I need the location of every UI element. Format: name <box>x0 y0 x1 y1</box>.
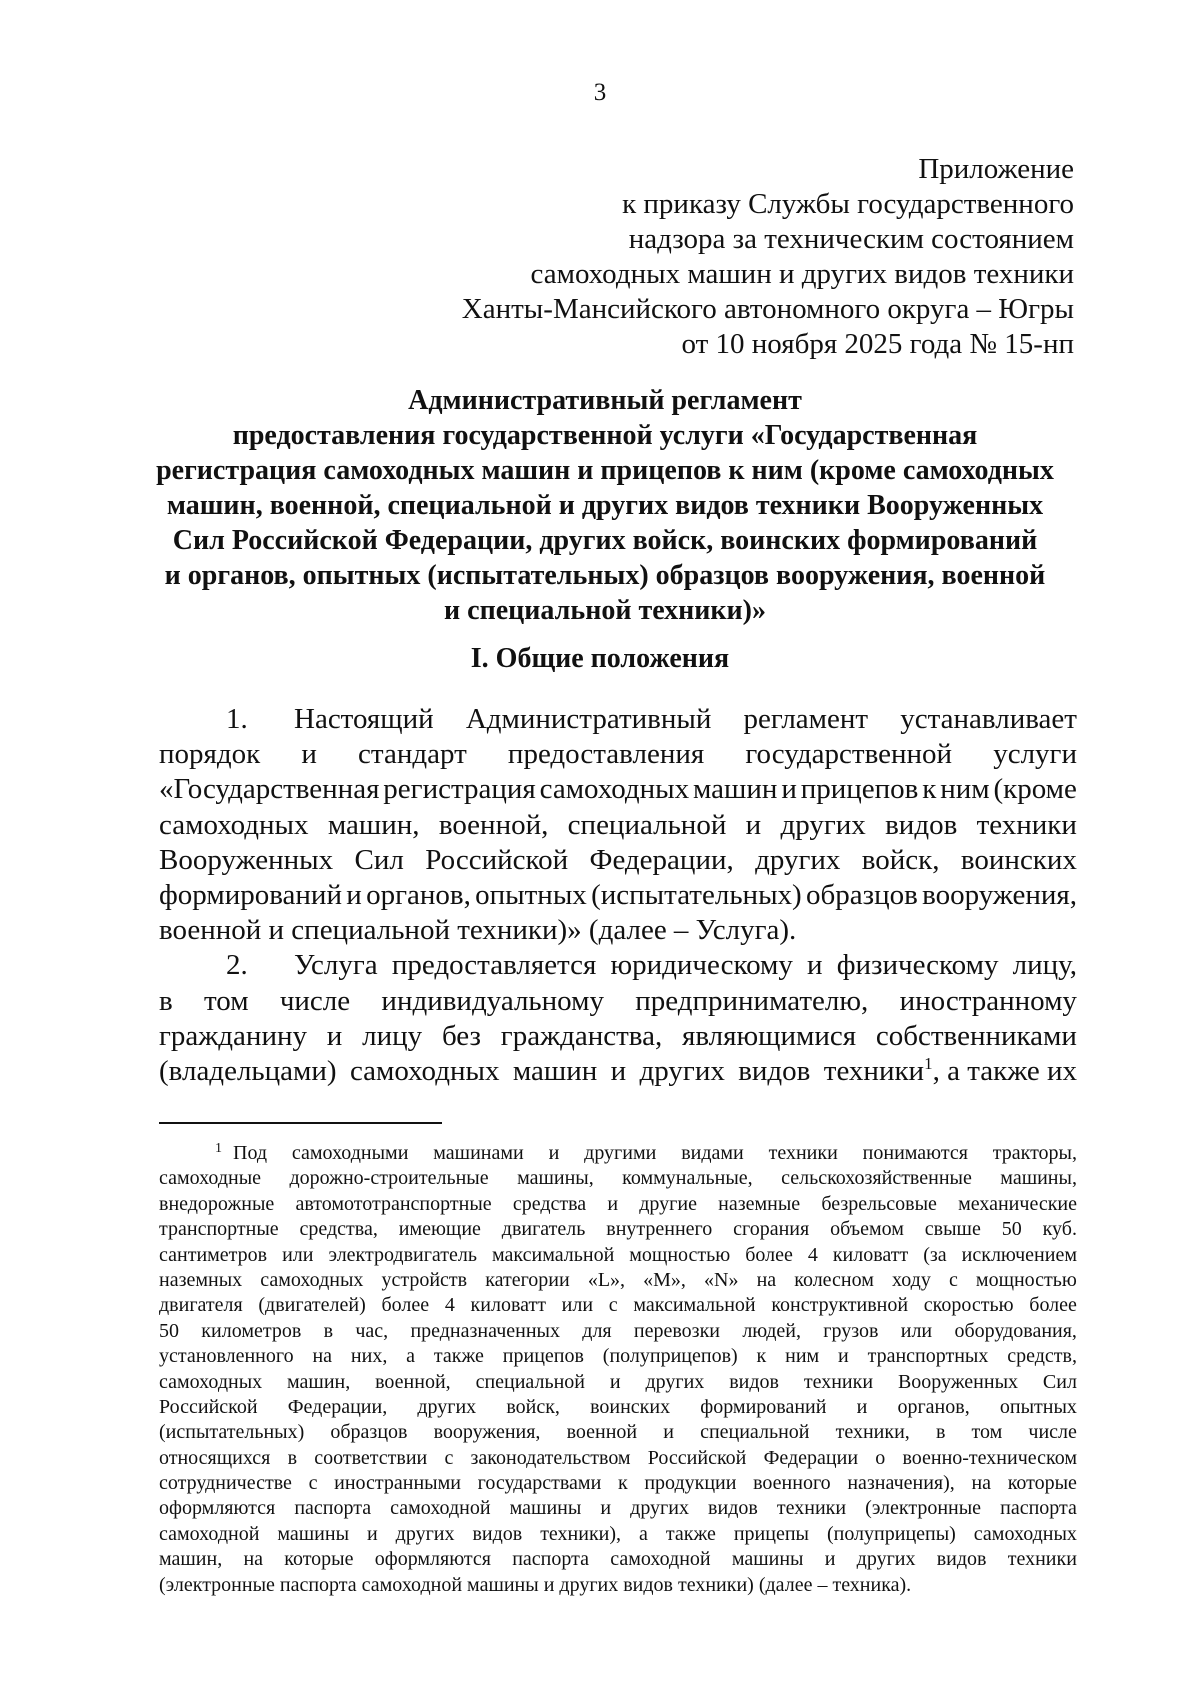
paragraph-2-line-4: (владельцами) самоходных машин и других видов техники$^1$, а также их <box>159 1053 1077 1087</box>
title-line: и специальной техники)» <box>444 595 766 626</box>
body-text <box>159 702 1077 1089</box>
title-line: машин, военной, специальной и других видов техники Вооруженных <box>166 490 1044 521</box>
footnote-line: самоходной машины и других видов техники), а также прицепы (полуприцепы) самоходных <box>159 1522 1077 1545</box>
footnote-line: сотрудничестве с иностранными государствами к продукции военного назначения), на которые <box>159 1472 1077 1495</box>
footnote-line: самоходных машин, военной, специальной и других видов техники Вооруженных Сил <box>159 1370 1077 1393</box>
paragraph-1-line-3: «Государственная регистрация самоходных машин и прицепов к ним (кроме <box>159 773 1077 806</box>
page-number: 3 <box>593 79 607 106</box>
footnote-line: установленного на них, а также прицепов (полуприцепов) к ним и транспортных средств, <box>159 1345 1077 1368</box>
title-line: предоставления государственной услуги «Государственная <box>232 420 978 451</box>
footnote-line: относящихся в соответствии с законодательством Российской Федерации о военно-техническом <box>159 1446 1077 1469</box>
footnote-line: двигателя (двигателей) более 4 киловатт или с максимальной конструктивной скоростью более <box>159 1294 1077 1317</box>
footnote-line: (электронные паспорта самоходной машины и других видов техники) (далее – техника). <box>159 1573 912 1596</box>
footnote-line: Российской Федерации, других войск, воинских формирований и органов, опытных <box>159 1395 1077 1418</box>
footnote-line: сантиметров или электродвигатель максимальной мощностью более 4 киловатт (за исключением <box>159 1243 1077 1266</box>
appendix-line: надзора за техническим состоянием <box>628 223 1074 255</box>
footnote-reference[interactable]: 1 <box>924 1053 933 1073</box>
footnote-mark: 1 <box>215 1141 222 1156</box>
footnote <box>159 1141 1077 1598</box>
footnote-line: самоходные дорожно-строительные машины, коммунальные, сельскохозяйственные машины, <box>159 1167 1077 1190</box>
footnote-line: машин, на которые оформляются паспорта самоходной машины и других видов техники <box>159 1548 1077 1571</box>
title-line: Сил Российской Федерации, других войск, воинских формирований <box>172 525 1038 556</box>
paragraph-2-line-3: гражданину и лицу без гражданства, являющимися собственниками <box>159 1019 1077 1052</box>
paragraph-1-line-7: военной и специальной техники)» (далее – Услуга). <box>159 914 797 947</box>
footnote-line: оформляются паспорта самоходной машины и других видов техники (электронные паспорта <box>159 1497 1077 1520</box>
section-heading: I. Общие положения <box>470 643 730 674</box>
paragraph-2-number: 2. <box>226 949 248 982</box>
regulation-title <box>130 383 1080 628</box>
paragraph-2-line-2: в том числе индивидуальному предпринимателю, иностранному <box>159 984 1077 1017</box>
paragraph-1-number: 1. <box>226 703 248 735</box>
appendix-line: самоходных машин и других видов техники <box>530 258 1074 290</box>
appendix-line: к приказу Службы государственного <box>622 188 1074 220</box>
title-line: регистрация самоходных машин и прицепов к ним (кроме самоходных <box>156 455 1054 486</box>
appendix-line: Ханты-Мансийского автономного округа – Югры <box>461 293 1074 325</box>
footnote-separator <box>159 1122 442 1124</box>
appendix-block <box>462 152 1074 362</box>
footnote-line: внедорожные автомототранспортные средства и другие наземные безрельсовые механические <box>159 1192 1077 1215</box>
appendix-line: Приложение <box>918 153 1074 185</box>
footnote-line: наземных самоходных устройств категории «L», «M», «N» на колесном ходу с мощностью <box>159 1268 1077 1291</box>
paragraph-1-line-4: самоходных машин, военной, специальной и других видов техники <box>159 808 1077 841</box>
paragraph-1-line-5: Вооруженных Сил Российской Федерации, других войск, воинских <box>159 843 1077 876</box>
footnote-line: (испытательных) образцов вооружения, военной и специальной техники, в том числе <box>159 1421 1077 1444</box>
footnote-line: 50 километров в час, предназначенных для перевозки людей, грузов или оборудования, <box>159 1319 1077 1342</box>
paragraph-2-line-1: 2. Услуга предоставляется юридическому и физическому лицу, <box>159 948 1077 983</box>
title-line: Административный регламент <box>408 385 802 416</box>
footnote-line: транспортные средства, имеющие двигатель внутреннего сгорания объемом свыше 50 куб. <box>159 1218 1077 1241</box>
paragraph-1-line-1: 1. Настоящий Административный регламент устанавливает <box>159 702 1077 737</box>
paragraph-1-line-2: порядок и стандарт предоставления государственной услуги <box>159 738 1077 771</box>
title-line: и органов, опытных (испытательных) образцов вооружения, военной <box>164 560 1046 591</box>
appendix-line: от 10 ноября 2025 года № 15-нп <box>681 328 1074 360</box>
paragraph-1-line-6: формирований и органов, опытных (испытательных) образцов вооружения, <box>159 878 1077 911</box>
footnote-line: $^1$ Под самоходными машинами и другими видами техники понимаются тракторы, <box>215 1141 1077 1164</box>
